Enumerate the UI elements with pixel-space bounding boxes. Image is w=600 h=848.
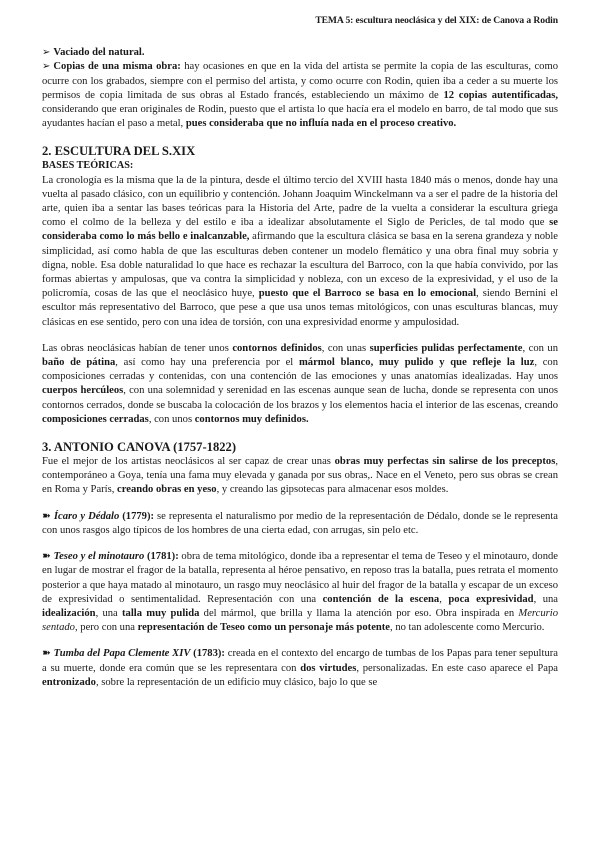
arrow-bullet-icon: ➽ — [42, 648, 54, 660]
work-tumba-clemente: ➽ Tumba del Papa Clemente XIV (1783): creada en el contexto del encargo de tumbas de los Papas para tener sepultura a su muerte, donde era común que se les representara con dos virtudes, personalizadas. En este caso aparece el Papa entronizado, sobre la representación de un edificio muy clásico, bajo lo que se — [42, 648, 558, 688]
paragraph-canova-intro: Fue el mejor de los artistas neoclásicos al ser capaz de crear unas obras muy perfectas sin salirse de los preceptos, contemporáneo a Goya, tenía una fama muy elevada y ganada por sus obras,. Nace en el Veneto, pero sus obras se crean en Roma y París, creando obras en yeso, y creando las gipsotecas para almacenar esos moldes. — [42, 456, 558, 496]
arrow-bullet-icon: ➢ — [42, 47, 51, 59]
section-2-subtitle: BASES TEÓRICAS: — [42, 160, 134, 172]
page-header: TEMA 5: escultura neoclásica y del XIX: de Canova a Rodin — [315, 15, 558, 26]
arrow-bullet-icon: ➽ — [42, 510, 54, 522]
arrow-bullet-icon: ➽ — [42, 551, 54, 563]
bullet-copias: ➢ Copias de una misma obra: hay ocasiones en que en la vida del artista se permite la copia de las esculturas, como ocurre con los grabados, siempre con el permiso del artista, y como ocurre con Rodin, quien iba a ceder a su muerte los permisos de copia limitada de sus obras al Estado francés, estableciendo un máximo de 12 copias autentificadas, considerando que eran originales de Rodin, puesto que el artista lo que hacía era el modelo en barro, de tal modo que sus ayudantes hacían el paso a metal, pues consideraba que no influía nada en el proceso creativo. — [42, 61, 558, 130]
section-2-title: 2. ESCULTURA DEL S.XIX — [42, 144, 196, 159]
work-icaro-dedalo: ➽ Ícaro y Dédalo (1779): se representa el naturalismo por medio de la representación de Dédalo, donde se le representa con unos rasgos algo típicos de los hombres de una cierta edad, con arrugas, sin pelo etc. — [42, 510, 558, 536]
work-teseo-minotauro: ➽ Teseo y el minotauro (1781): obra de tema mitológico, donde iba a representar el tema de Teseo y el minotauro, donde en lugar de mostrar el fragor de la batalla, representa al héroe pensativo, en reposo tras la batalla, pues retrata el momento posterior a que haya matado al minotauro, un rasgo muy neoclásico al huir del fragor de la batalla y escapar de un exceso de expresividad o sentimentalidad. Representación con una contención de la escena, poca expresividad, una idealización, una talla muy pulida del mármol, que brilla y llama la atención por eso. Obra inspirada en Mercurio sentado, pero con una representación de Teseo como un personaje más potente, no tan adolescente como Mercurio. — [42, 551, 559, 634]
bullet-vaciado: ➢ Vaciado del natural. — [42, 47, 145, 59]
paragraph-cronologia: La cronología es la misma que la de la pintura, desde el último tercio del XVIII hasta 1840 más o menos, donde hay una vuelta al pasado clásico, con un equilibrio y contención. Johann Joaquim Winckelmann va a ser el padre de la historia del arte, quien iba a sentar las bases teóricas para la Historia del Arte, padre de la vuelta a considerar la escultura griega como el colmo de la belleza y del estilo e iba a idealizar absolutamente el Siglo de Pericles, de tal modo que se consideraba como lo más bello e inalcanzable, afirmando que la escultura clásica se basa en la serena grandeza y noble simplicidad, así como habla de que las esculturas deben contener un modelo flemático y una obra final muy sobria y digna, noble. Esa doble naturalidad lo que hace es rechazar la escultura del Barroco, con la que había convivido, por las formas abiertas y ampulosas, que va contra la simplicidad y nobleza, con un exceso de la expresividad, y el uso de la policromía, cosas de las que el neoclásico huye, puesto que el Barroco se basa en lo emocional, siendo Bernini el escultor más representativo del Barroco, que pese a que usa unos temas mitológicos, con unas esculturas blancas, muy clásicas en ese sentido, pero con una idea de torsión, con una expresividad enorme y ampulosidad. — [42, 174, 558, 328]
section-3-title: 3. ANTONIO CANOVA (1757-1822) — [42, 440, 237, 455]
paragraph-obras-neoclasicas: Las obras neoclásicas habían de tener unos contornos definidos, con unas superficies pulidas perfectamente, con un baño de pátina, así como hay una preferencia por el mármol blanco, muy pulido y que refleje la luz, con composiciones cerradas y contenidas, con una contención de las emociones y unas anatomías idealizadas. Hay unos cuerpos hercúleos, con una solemnidad y serenidad en las escenas aunque sean de lucha, donde se representa con unos contornos cerrados, donde se buscaba la colocación de los brazos y los elementos hacia el interior de las escenas, creando composiciones cerradas, con unos contornos muy definidos. — [42, 342, 559, 425]
arrow-bullet-icon: ➢ — [42, 61, 51, 73]
